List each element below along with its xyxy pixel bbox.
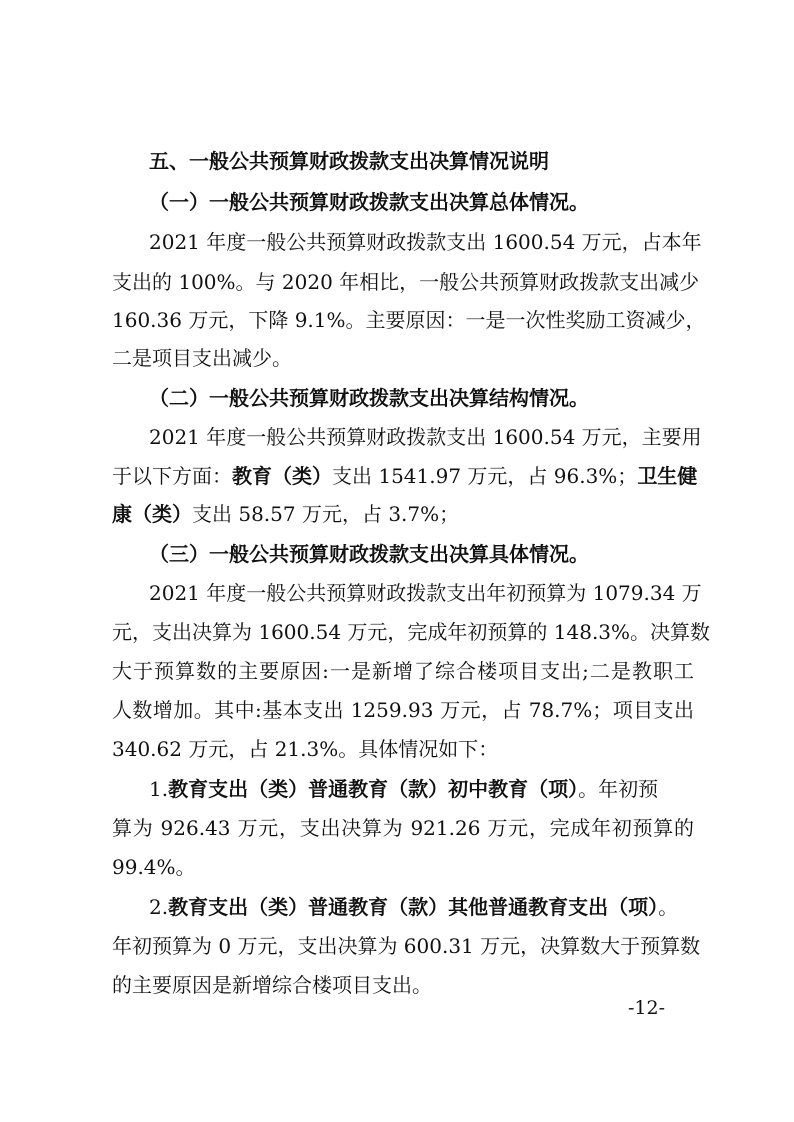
part1-line: 二是项目支出减少。 [112, 346, 292, 370]
part2-line [112, 500, 694, 528]
part2-bold-category: 康（类） [112, 502, 192, 526]
part2-text: 于以下方面： [112, 464, 232, 488]
part1-line: 160.36 万元，下降 9.1%。主要原因：一是一次性奖励工资减少， [112, 308, 706, 332]
item2-text: 。 [658, 895, 679, 919]
item1-number: 1. [149, 777, 169, 801]
part2-bold-category: 教育（类） [232, 464, 332, 488]
item1-title: 教育支出（类）普通教育（款）初中教育（项） [168, 777, 579, 801]
item1-line: 算为 926.43 万元，支出决算为 921.26 万元，完成年初预算的 [112, 816, 694, 840]
item2-line [149, 893, 731, 921]
part1-line: 2021 年度一般公共预算财政拨款支出 1600.54 万元，占本年 [149, 230, 702, 254]
part2-text: 支出 1541.97 万元，占 96.3%； [332, 464, 638, 488]
part1-heading: （一）一般公共预算财政拨款支出决算总体情况。 [149, 190, 589, 214]
item1-line: 99.4%。 [112, 855, 196, 879]
part2-line [112, 462, 698, 490]
part2-text: 支出 58.57 万元，占 3.7%； [192, 502, 460, 526]
part1-line: 支出的 100%。与 2020 年相比，一般公共预算财政拨款支出减少 [112, 270, 700, 294]
part3-line: 人数增加。其中:基本支出 1259.93 万元，占 78.7%；项目支出 [112, 698, 694, 722]
item1-line [149, 775, 731, 803]
part3-line: 元，支出决算为 1600.54 万元，完成年初预算的 148.3%。决算数 [112, 620, 711, 644]
page-number: -12- [628, 997, 666, 1019]
part2-line: 2021 年度一般公共预算财政拨款支出 1600.54 万元，主要用 [149, 425, 702, 449]
part2-heading: （二）一般公共预算财政拨款支出决算结构情况。 [149, 386, 589, 410]
part3-line: 2021 年度一般公共预算财政拨款支出年初预算为 1079.34 万 [149, 581, 702, 605]
item2-title: 教育支出（类）普通教育（款）其他普通教育支出（项） [168, 895, 659, 919]
part3-heading: （三）一般公共预算财政拨款支出决算具体情况。 [149, 542, 589, 566]
item1-text: 。年初预 [578, 777, 659, 801]
section-title: 五、一般公共预算财政拨款支出决算情况说明 [149, 149, 549, 173]
part3-line: 340.62 万元，占 21.3%。具体情况如下： [112, 737, 499, 761]
part2-bold-category: 卫生健 [637, 464, 698, 488]
part3-line: 大于预算数的主要原因:一是新增了综合楼项目支出;二是教职工 [112, 659, 694, 683]
item2-line: 年初预算为 0 万元，支出决算为 600.31 万元，决算数大于预算数 [112, 934, 701, 958]
item2-number: 2. [149, 895, 169, 919]
item2-line: 的主要原因是新增综合楼项目支出。 [112, 973, 432, 997]
